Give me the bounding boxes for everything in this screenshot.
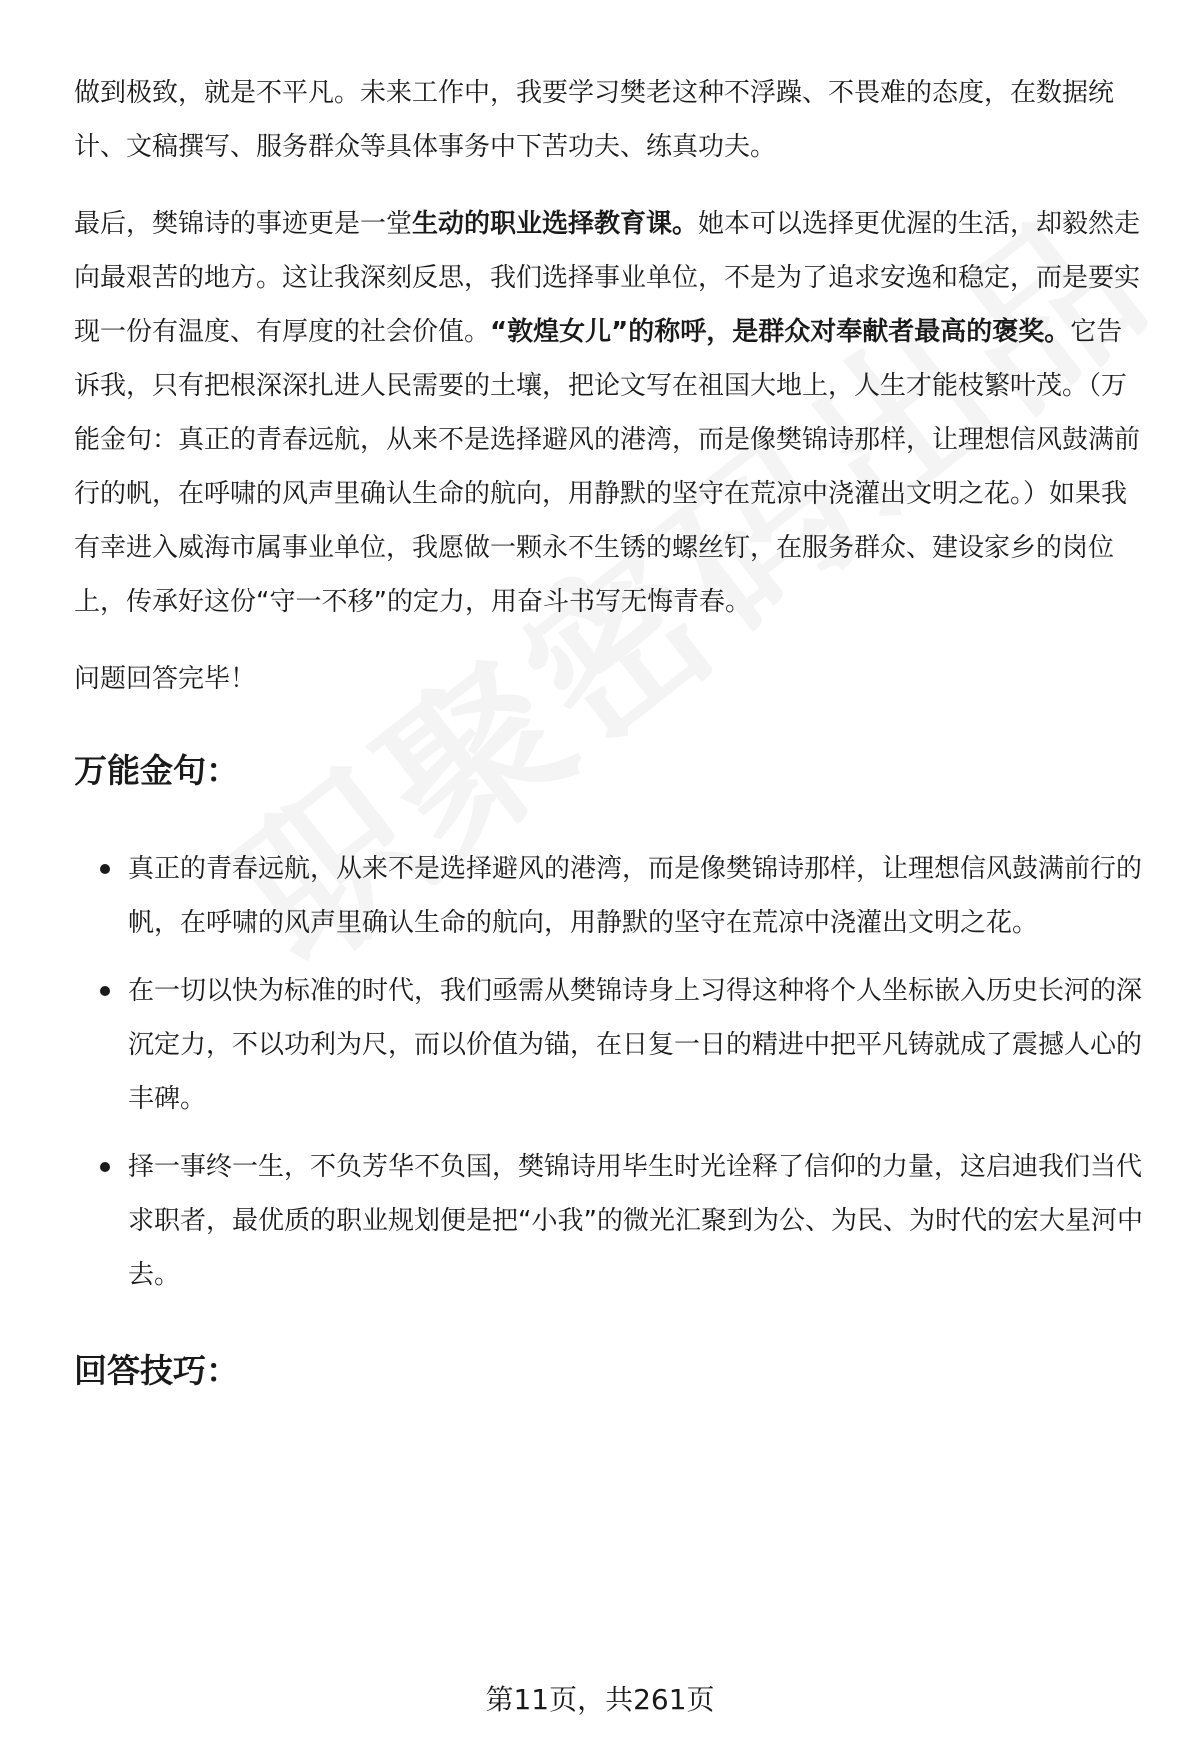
bullet-icon xyxy=(100,986,110,996)
section-heading-golden-sentences: 万能金句： xyxy=(74,751,239,790)
list-item xyxy=(74,842,1144,950)
document-body xyxy=(74,66,1144,1398)
bold-emphasis: “敦煌女儿”的称呼，是群众对奉献者最高的褒奖。 xyxy=(490,317,1071,347)
bullet-icon xyxy=(100,1162,110,1172)
page-number: 第11页，共261页 xyxy=(485,1683,715,1716)
list-item xyxy=(74,1140,1144,1302)
section-heading-answer-tips: 回答技巧： xyxy=(74,1351,239,1390)
paragraph-career-choice xyxy=(74,197,1144,629)
list-item-text: 择一事终一生，不负芳华不负国，樊锦诗用毕生时光诠释了信仰的力量，这启迪我们当代求职者，最优质的职业规划便是把“小我”的微光汇聚到为公、为民、为时代的宏大星河中去。 xyxy=(128,1152,1143,1290)
bullet-icon xyxy=(100,864,110,874)
bold-emphasis: 生动的职业选择教育课。 xyxy=(412,209,699,239)
paragraph-continuation xyxy=(74,66,1144,174)
list-item xyxy=(74,964,1144,1126)
golden-sentences-list xyxy=(74,842,1144,1302)
paragraph-text: 最后，樊锦诗的事迹更是一堂 xyxy=(74,209,413,239)
list-item-text: 真正的青春远航，从来不是选择避风的港湾，而是像樊锦诗那样，让理想信风鼓满前行的帆，在呼啸的风声里确认生命的航向，用静默的坚守在荒凉中浇灌出文明之花。 xyxy=(128,854,1143,938)
paragraph-text: 它告诉我，只有把根深深扎进人民需要的土壤，把论文写在祖国大地上，人生才能枝繁叶茂。（万能金句：真正的青春远航，从来不是选择避风的港湾，而是像樊锦诗那样，让理想信风鼓满前行的帆，在呼啸的风声里确认生命的航向，用静默的坚守在荒凉中浇灌出文明之花。）如果我有幸进入威海市属事业单位，我愿做一颗永不生锈的螺丝钉，在服务群众、建设家乡的岗位上，传承好这份“守一不移”的定力，用奋斗书写无悔青春。 xyxy=(74,317,1141,617)
paragraph-text: 做到极致，就是不平凡。未来工作中，我要学习樊老这种不浮躁、不畏难的态度，在数据统计、文稿撰写、服务群众等具体事务中下苦功夫、练真功夫。 xyxy=(74,78,1115,162)
paragraph-text: 她本可以选择更优渥的生活，却毅然走向最艰苦的地方。这让我深刻反思，我们选择事业单位，不是为了追求安逸和稳定，而是要实现一份有温度、有厚度的社会价值。 xyxy=(74,209,1141,347)
list-item-text: 在一切以快为标准的时代，我们亟需从樊锦诗身上习得这种将个人坐标嵌入历史长河的深沉定力，不以功利为尺，而以价值为锚，在日复一日的精进中把平凡铸就成了震撼人心的丰碑。 xyxy=(128,976,1143,1114)
closing-line: 问题回答完毕！ xyxy=(74,664,257,694)
